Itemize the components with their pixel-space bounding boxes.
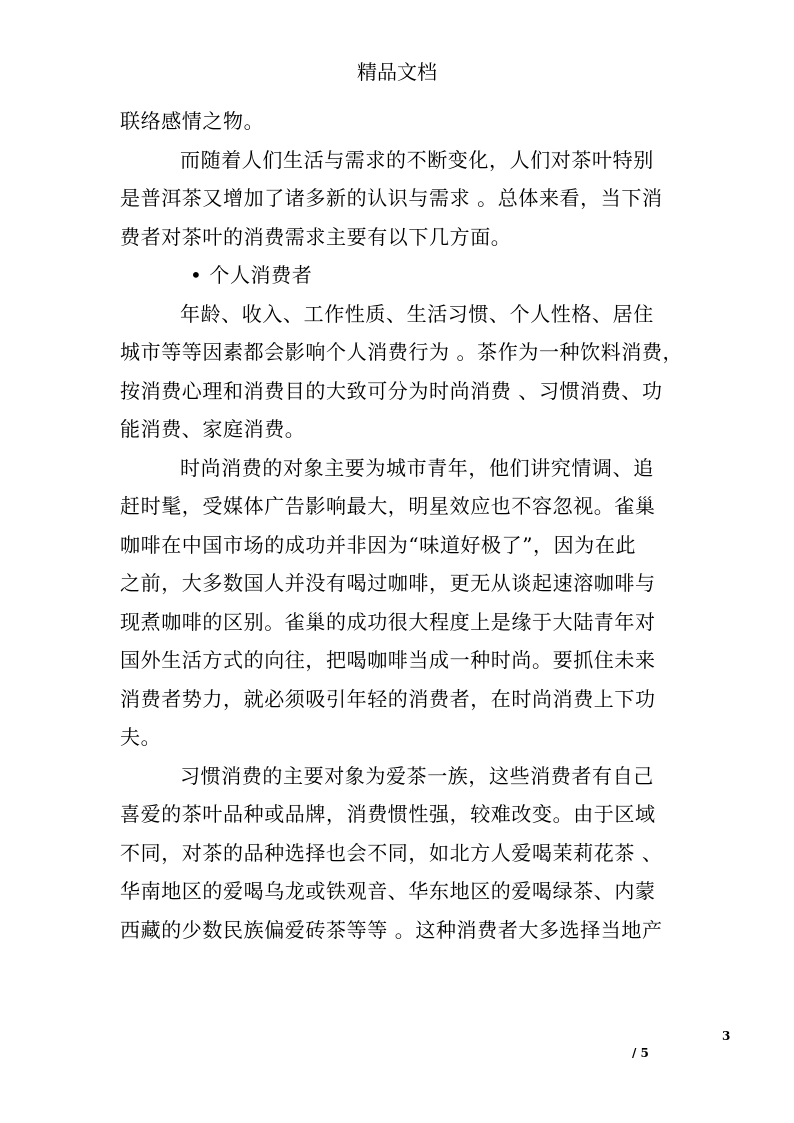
text-line: 之前，大多数国人并没有喝过咖啡，更无从谈起速溶咖啡与 xyxy=(120,571,656,595)
text-line: 能消费、家庭消费。 xyxy=(120,417,306,441)
text-line: 现煮咖啡的区别。雀巢的成功很大程度上是缘于大陆青年对 xyxy=(120,609,656,634)
bullet-heading: • 个人消费者 xyxy=(190,263,313,287)
text-line: 不同，对茶的品种选择也会不同，如北方人爱喝茉莉花茶 、 xyxy=(120,840,663,865)
text-line: 西藏的少数民族偏爱砖茶等等 。这种消费者大多选择当地产 xyxy=(120,917,663,942)
page-total: / 5 xyxy=(632,1046,649,1060)
text-line: 国外生活方式的向往，把喝咖啡当成一种时尚。要抓住未来 xyxy=(120,648,656,672)
text-line: 习惯消费的主要对象为爱茶一族，这些消费者有自己 xyxy=(180,763,654,788)
text-line: 联络感情之物。 xyxy=(120,109,265,133)
text-line: 赶时髦，受媒体广告影响最大，明星效应也不容忽视。雀巢 xyxy=(120,494,656,518)
text-line: 城市等等因素都会影响个人消费行为 。茶作为一种饮料消费， xyxy=(120,340,684,364)
text-line: 按消费心理和消费目的大致可分为时尚消费 、习惯消费、功 xyxy=(120,378,663,403)
document-header-title: 精品文档 xyxy=(357,60,437,84)
text-line: 时尚消费的对象主要为城市青年，他们讲究情调、追 xyxy=(180,455,654,480)
text-line: 夫。 xyxy=(120,725,162,749)
page-number: 3 xyxy=(722,1029,731,1043)
text-line: 咖啡在中国市场的成功并非因为“味道好极了”，因为在此 xyxy=(120,532,637,557)
text-line: 消费者势力，就必须吸引年轻的消费者，在时尚消费上下功 xyxy=(120,686,656,711)
text-line: 是普洱茶又增加了诸多新的认识与需求 。总体来看，当下消 xyxy=(120,186,663,210)
text-line: 费者对茶叶的消费需求主要有以下几方面。 xyxy=(120,224,512,249)
document-body xyxy=(120,102,684,949)
text-line: 华南地区的爱喝乌龙或铁观音、华东地区的爱喝绿茶、内蒙 xyxy=(120,879,656,903)
text-line: 而随着人们生活与需求的不断变化，人们对茶叶特别 xyxy=(180,147,654,172)
text-line: 年龄、收入、工作性质、生活习惯、个人性格、居住 xyxy=(180,301,654,326)
text-line: 喜爱的茶叶品种或品牌，消费惯性强，较难改变。由于区域 xyxy=(120,802,656,826)
